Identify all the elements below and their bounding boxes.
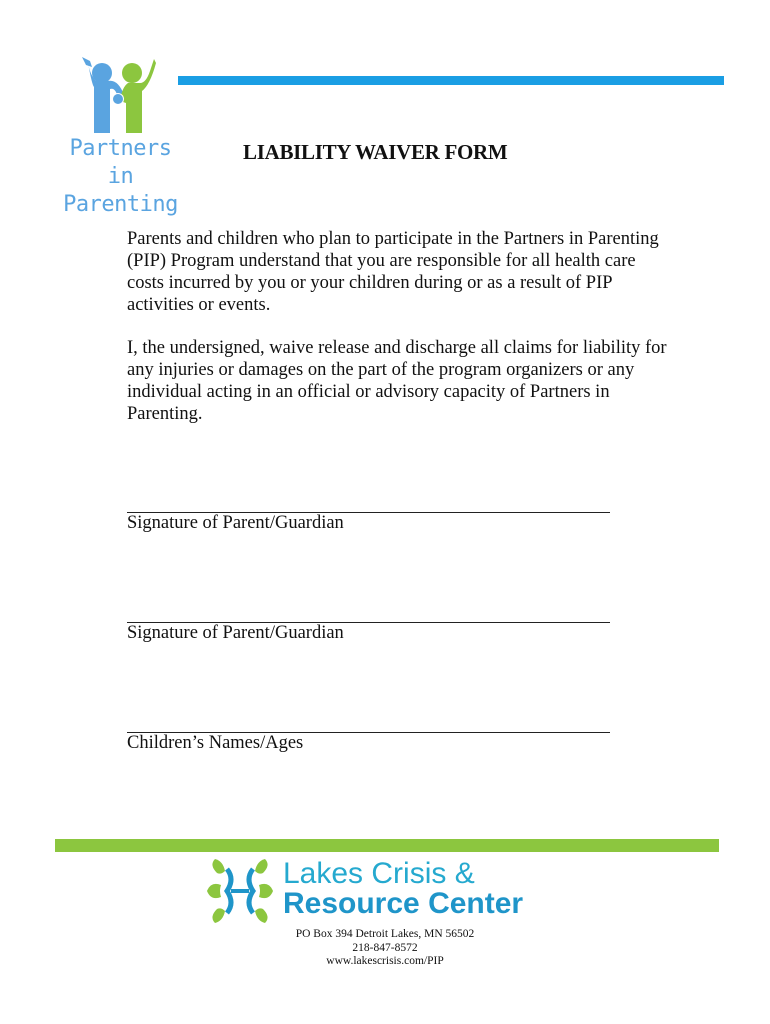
family-icon bbox=[80, 55, 160, 135]
org-name-line2: Resource Center bbox=[283, 887, 524, 920]
lakes-crisis-logo bbox=[205, 855, 575, 927]
footer-contact bbox=[0, 928, 770, 969]
top-accent-bar bbox=[178, 76, 724, 85]
website-link[interactable]: www.lakescrisis.com/PIP bbox=[326, 955, 444, 967]
children-names-label: Children’s Names/Ages bbox=[127, 733, 304, 753]
phone-text: 218-847-8572 bbox=[352, 941, 418, 954]
paragraph-responsibility: Parents and children who plan to participate in the Partners in Parenting (PIP) Program understand that you are responsible for all health care costs incurred by you or your children during or as a result of PIP activities or events. bbox=[127, 229, 659, 315]
org-name-line1: Lakes Crisis & bbox=[283, 857, 475, 890]
paragraph-waiver: I, the undersigned, waive release and discharge all claims for liability for any injuries or damages on the part of the program organizers or any individual acting in an official or advisory capacity of Partners in Parenting. bbox=[127, 338, 667, 424]
page-title: LIABILITY WAIVER FORM bbox=[243, 140, 508, 164]
partners-in-parenting-logo bbox=[58, 55, 183, 217]
address-text: PO Box 394 Detroit Lakes, MN 56502 bbox=[295, 928, 475, 940]
logo-text-line2: Parenting bbox=[63, 192, 178, 217]
bottom-accent-bar bbox=[55, 839, 719, 852]
signature-label-1: Signature of Parent/Guardian bbox=[127, 513, 344, 533]
logo-text-line1: Partners in bbox=[69, 136, 172, 189]
butterfly-emblem-icon bbox=[205, 855, 275, 927]
signature-label-2: Signature of Parent/Guardian bbox=[127, 623, 344, 643]
